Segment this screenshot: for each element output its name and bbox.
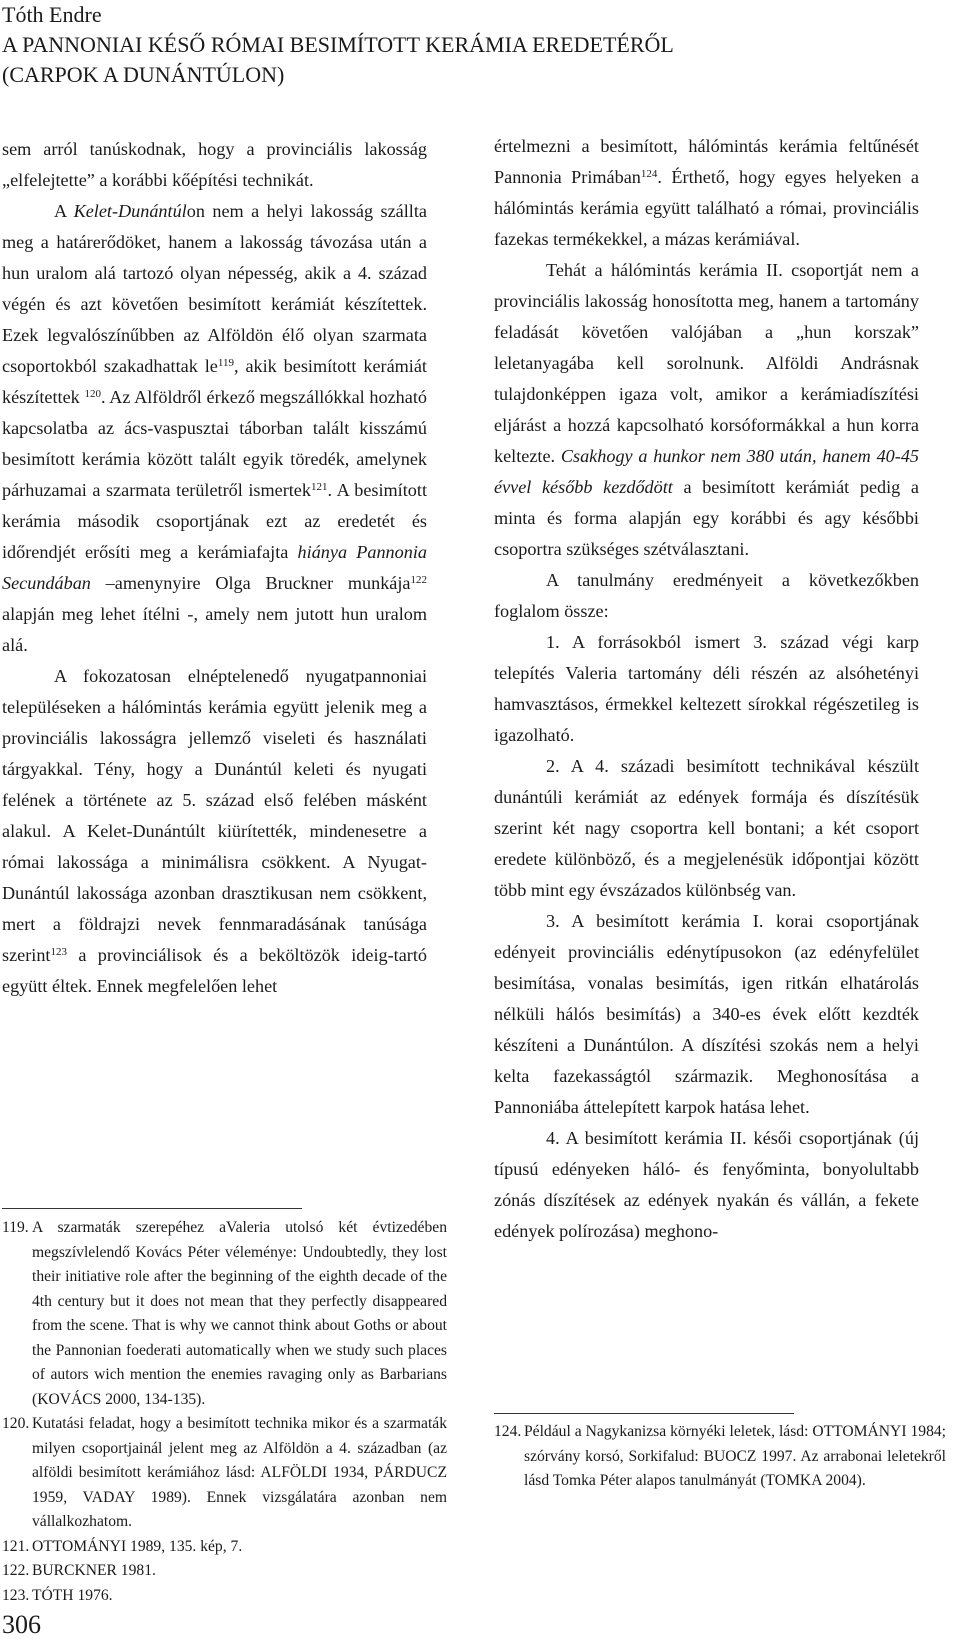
footnote-divider-right <box>494 1413 794 1414</box>
right-paragraph-3: A tanulmány eredményeit a következőkben foglalom össze: <box>494 570 919 621</box>
footnote-123: 123. TÓTH 1976. <box>2 1586 113 1604</box>
footnote-121: 121. OTTOMÁNYI 1989, 135. kép, 7. <box>2 1537 243 1555</box>
footnote-ref-123: 123 <box>50 946 67 958</box>
summary-point-4: 4. A besimított kerámia II. késői csoportjának (új típusú edényeken háló- és fenyőminta, bonyolultabb zónás díszítések az edények nyakán és vállán, a fekete edények polírozása) meghono- <box>494 1128 919 1241</box>
footnote-120: 120. Kutatási feladat, hogy a besimított technika mikor és a szarmaták milyen csoportjainál jelent meg az Alföldön a 4. században (az alföldi besimított kerámiához lásd: ALFÖLDI 1934, PÁRDUCZ 1959, VADAY 1989). Ennek vizsgálatára azonban nem vállalkozhatom. <box>2 1415 447 1530</box>
left-column <box>2 134 427 1002</box>
header-subtitle: (CARPOK A DUNÁNTÚLON) <box>2 62 285 87</box>
summary-point-3: 3. A besimított kerámia I. korai csoportjának edényeit provinciális edénytípusokon (az edényfelület besimítása, vonalas besimítás, igen ritkán elhatárolás nélküli hálós besimítás) a 340-es évek előtt kezdték készíteni a Dunántúlon. A díszítési szokás nem a helyi kelta fazekasságtól származik. Meghonosítása a Pannoniába áttelepített karpok hatása lehet. <box>494 911 919 1117</box>
running-header <box>2 0 674 90</box>
footnotes-right <box>494 1420 946 1494</box>
left-paragraph-3: A fokozatosan elnéptelenedő nyugatpannoniai településeken a hálómintás kerámia együtt jelenik meg a provinciális lakosságra jellemző viseleti és használati tárgyakkal. Tény, hogy a Dunántúl keleti és nyugati felének a története az 5. század első felében másként alakul. A Kelet-Dunántúlt kiürítették, mindenesetre a római lakossága a minimálisra csökkent. A Nyugat-Dunántúl lakossága azonban drasztikusan nem csökkent, mert a földrajzi nevek fennmaradásának tanúsága szerint$^{123}$ a provinciálisok és a beköltözök ideig-tartó együtt éltek. Ennek megfelelően lehet <box>2 666 427 996</box>
footnote-ref-121: 121 <box>310 481 328 493</box>
left-paragraph-2: A Kelet-Dunántúlon nem a helyi lakosság szállta meg a határerődöket, hanem a lakosság távozása után a hun uralom alá tartozó olyan népesség, akik a 4. század végén és azt követően besimított kerámiát készítettek. Ezek legvalószínűbben az Alföldön élő olyan szarmata csoportokból szakadhattak $le^{119}$, akik besimított kerámiát készítettek $^{120}$. Az Alföldről érkező megszállókkal hozható kapcsolatba az ács-vaspusztai táborban talált kisszámú besimított kerámia között talált egyik töredék, amelynek párhuzamai a szarmata területről ismertek$^{121}$. A besimított kerámia második csoportjának ezt az eredetét és időrendjét erősíti meg a kerámiafajta hiánya Pannonia Secundában –amenynyire Olga Bruckner munkája$^{122}$ alapján meg lehet ítélni -, amely nem jutott hun uralom alá. <box>2 201 427 655</box>
footnotes-left <box>2 1216 447 1608</box>
footnote-ref-122: 122 <box>410 574 427 586</box>
right-column <box>494 131 919 1247</box>
right-paragraph-2: Tehát a hálómintás kerámia II. csoportját nem a provinciális lakosság honosította meg, hanem a tartomány feladását követően valójában a „hun korszak” leletanyagába kell sorolnunk. Alföldi Andrásnak tulajdonképpen igaza volt, amikor a kerámiadíszítési eljárást a hozzá kapcsolható korsóformákkal a hun korra keltezte. Csakhogy a hunkor nem 380 után, hanem 40-45 évvel később kezdődött a besimított kerámiát pedig a minta és forma alapján egy korábbi és agy későbbi csoportra szükséges szétválasztani. <box>494 260 920 559</box>
footnote-ref-120: 120 <box>84 388 101 400</box>
footnote-119: 119. A szarmaták szerepéhez aValeria utolsó két évtizedében megszívlelendő Kovács Péter véleménye: Undoubtedly, they lost their initiative role after the beginning of the eighth decade of the 4th century but it does not mean that they perfectly disappeared from the scene. That is why we cannot think about Goths or about the Pannonian foederati automatically when we study such places of autors wich mention the enemies ravaging only as Barbarians (KOVÁCS 2000, 134-135). <box>2 1219 447 1408</box>
footnote-124: 124. Például a Nagykanizsa környéki leletek, lásd: OTTOMÁNYI 1984; szórvány korsó, Sorkifalud: BUOCZ 1997. Az arrabonai leletekről lásd Tomka Péter alapos tanulmányát (TOMKA 2004). <box>494 1423 946 1489</box>
header-author: Tóth Endre <box>2 2 102 27</box>
footnote-ref-119: 119 <box>217 357 234 369</box>
summary-point-1: 1. A forrásokból ismert 3. század végi karp telepítés Valeria tartomány déli részén az alsóhetényi hamvasztásos, érmekkel keltezett sírokkal régészetileg is igazolható. <box>494 632 919 745</box>
left-paragraph-1: sem arról tanúskodnak, hogy a provinciális lakosság „elfelejtette” a korábbi kőépítési technikát. <box>2 139 427 190</box>
header-title: A PANNONIAI KÉSŐ RÓMAI BESIMÍTOTT KERÁMIA EREDETÉRŐL <box>2 32 674 57</box>
footnote-ref-124: 124 <box>640 168 658 180</box>
footnote-122: 122. BURCKNER 1981. <box>2 1562 156 1579</box>
footnote-divider-left <box>2 1208 302 1209</box>
right-paragraph-1: értelmezni a besimított, hálómintás kerámia feltűnését Pannonia Primában$^{124}$. Érthető, hogy egyes helyeken a hálómintás kerámia együtt található a római, provinciális fazekas termékekkel, a mázas kerámiával. <box>494 136 919 249</box>
summary-point-2: 2. A 4. századi besimított technikával készült dunántúli kerámiát az edények formája és díszítésük szerint két nagy csoportra kell bontani; a két csoport eredete különböző, és a megjelenésük időpontjai között több mint egy évszázados különbség van. <box>494 756 919 900</box>
page-number: 306 <box>2 1610 41 1639</box>
